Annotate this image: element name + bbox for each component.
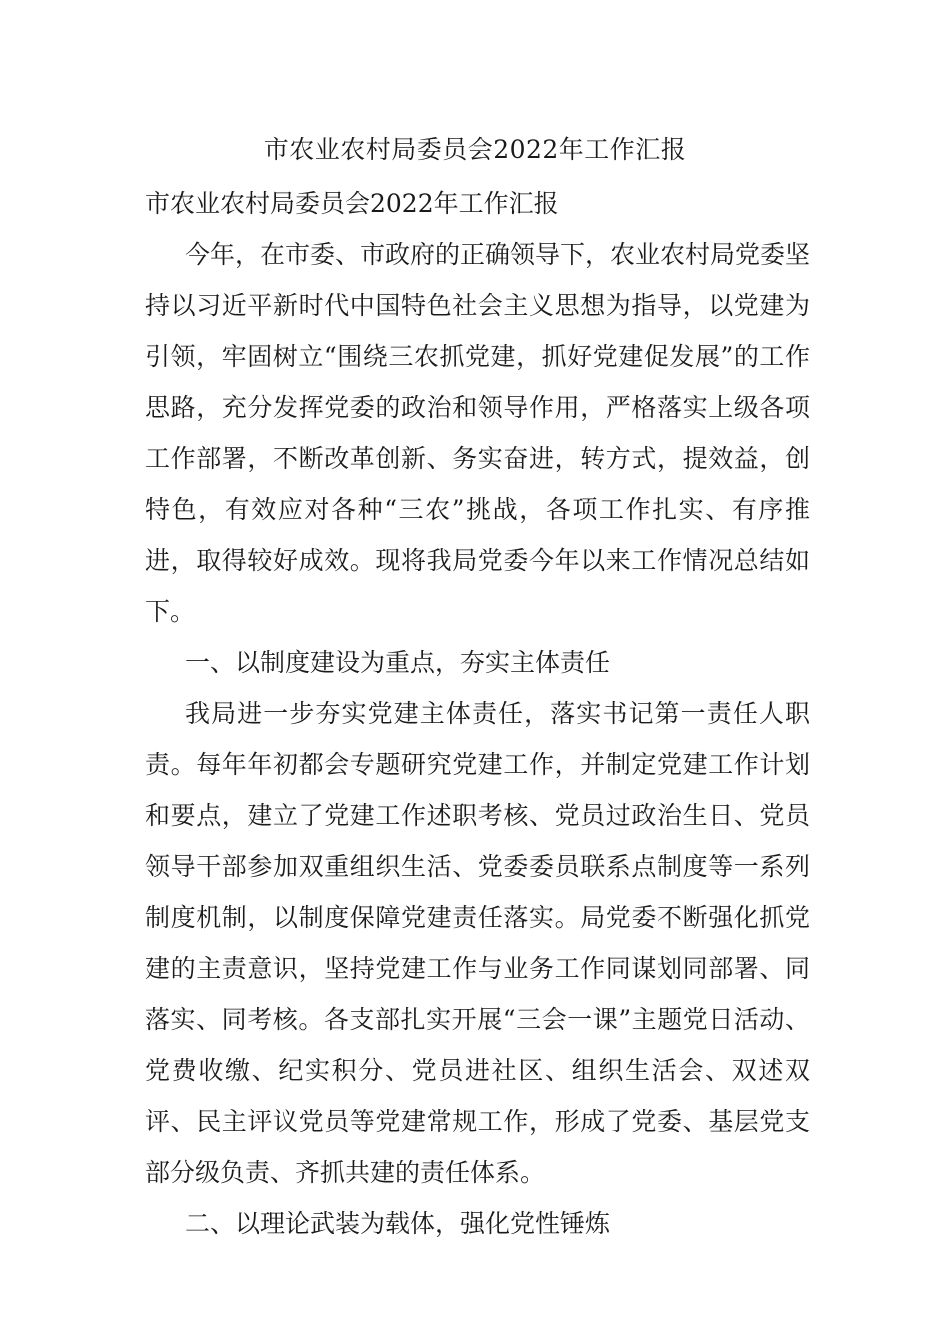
document-subtitle: 市农业农村局委员会2022年工作汇报 <box>145 189 559 218</box>
intro-paragraph: 今年，在市委、市政府的正确领导下，农业农村局党委坚持以习近平新时代中国特色社会主义思想为指导，以党建为引领，牢固树立“围绕三农抓党建，抓好党建促发展”的工作思路，充分发挥党委的政治和领导作用，严格落实上级各项工作部署，不断改革创新、务实奋进，转方式，提效益，创特色，有效应对各种“三农”挑战，各项工作扎实、有序推进，取得较好成效。现将我局党委今年以来工作情况总结如下。 <box>145 240 811 626</box>
document-body <box>145 178 810 1249</box>
section-2-heading: 二、以理论武装为载体，强化党性锤炼 <box>185 1209 611 1238</box>
section-1-body: 我局进一步夯实党建主体责任，落实书记第一责任人职责。每年年初都会专题研究党建工作，并制定党建工作计划和要点，建立了党建工作述职考核、党员过政治生日、党员领导干部参加双重组织生活、党委委员联系点制度等一系列制度机制，以制度保障党建责任落实。局党委不断强化抓党建的主责意识，坚持党建工作与业务工作同谋划同部署、同落实、同考核。各支部扎实开展“三会一课”主题党日活动、党费收缴、纪实积分、党员进社区、组织生活会、双述双评、民主评议党员等党建常规工作，形成了党委、基层党支部分级负责、齐抓共建的责任体系。 <box>145 699 810 1187</box>
document-title: 市农业农村局委员会2022年工作汇报 <box>263 135 687 164</box>
section-1-heading: 一、以制度建设为重点，夯实主体责任 <box>185 648 611 677</box>
